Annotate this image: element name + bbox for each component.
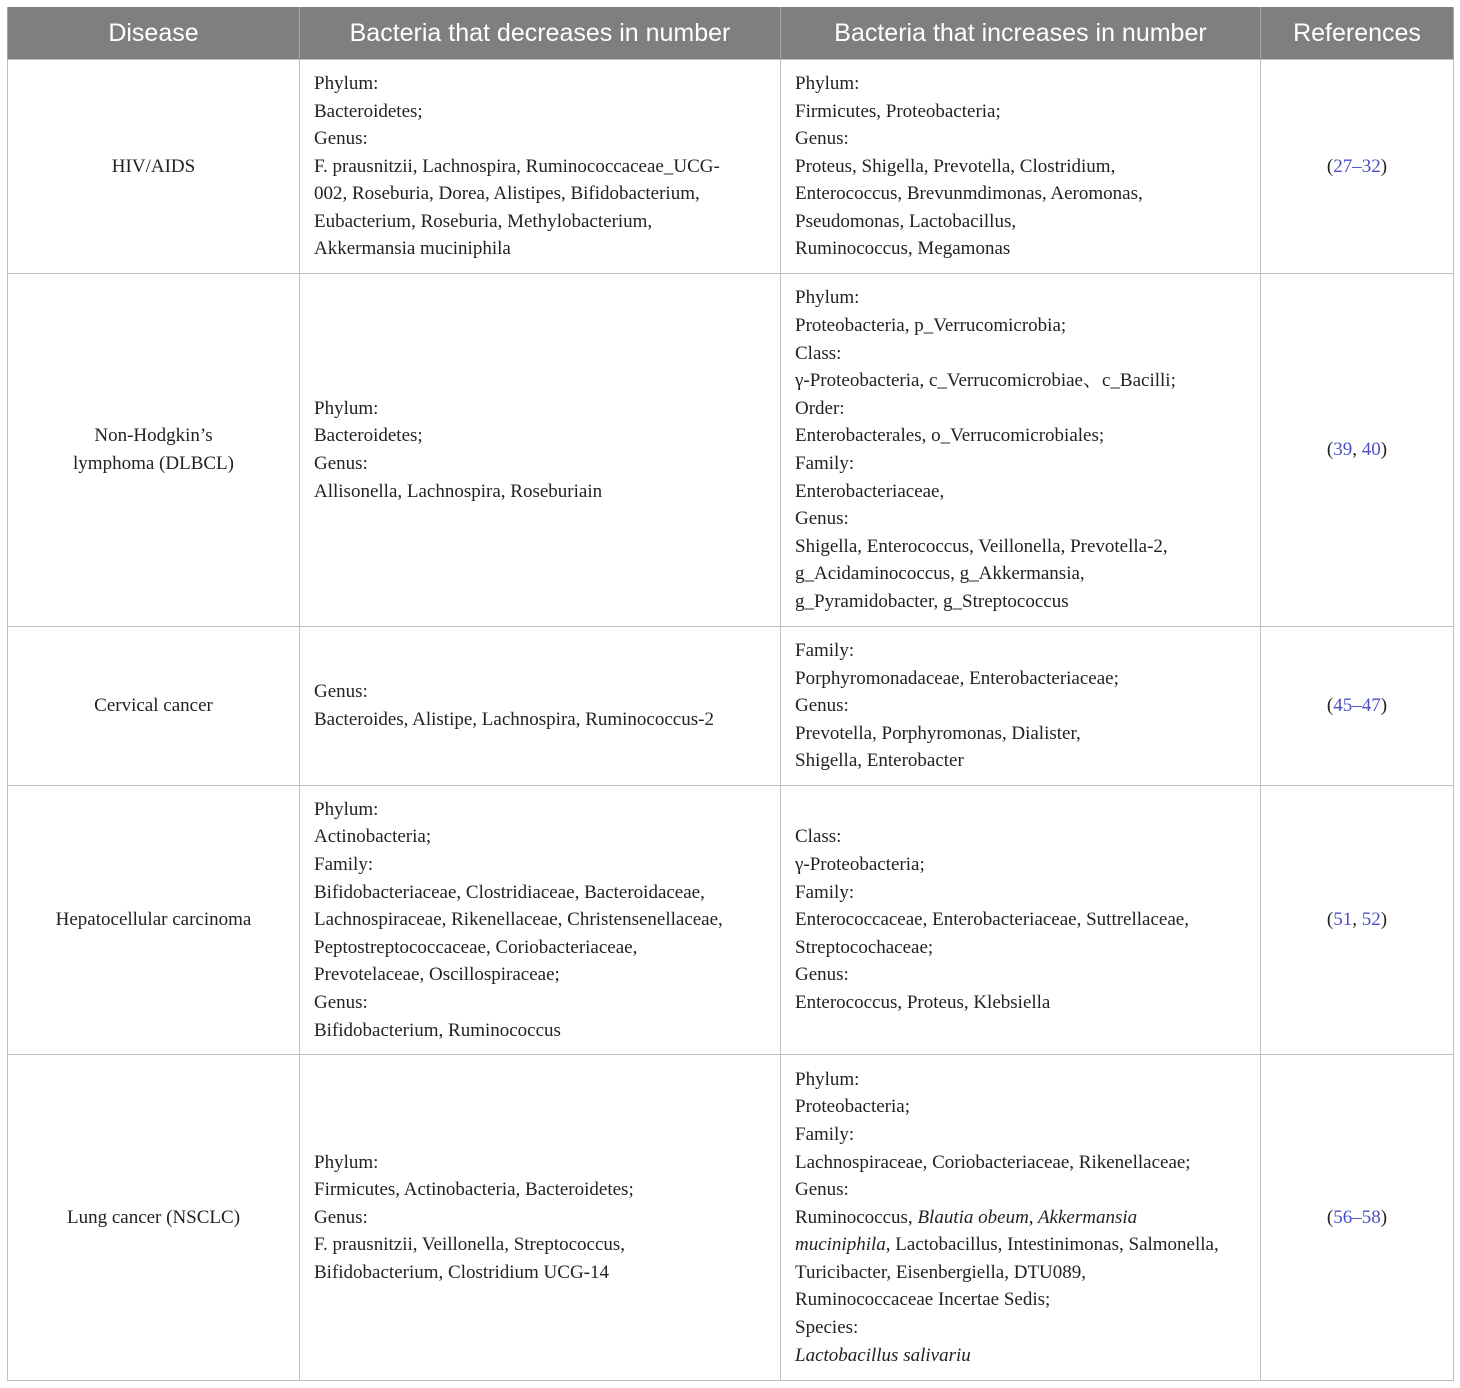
taxon-text: Akkermansia muciniphila [314,238,511,260]
taxon-italic: muciniphila [795,1234,886,1256]
taxon-text: g_Acidaminococcus, g_Akkermansia, [795,563,1085,585]
bacteria-line [314,1176,766,1204]
taxon-text: Streptocochaceae; [795,936,934,958]
increases-cell [781,274,1261,627]
bacteria-line [314,823,766,851]
table-row [8,60,1454,274]
disease-cell [8,1055,300,1381]
bacteria-line [795,395,1246,423]
taxon-italic: Lactobacillus salivariu [795,1344,971,1366]
bacteria-line [795,906,1246,934]
taxon-text: Genus: [795,508,849,530]
disease-name-line: Lung cancer (NSCLC) [66,1206,241,1228]
taxon-text: Genus: [314,991,368,1013]
taxon-text: Enterococcus, Proteus, Klebsiella [795,991,1051,1013]
table-row [8,627,1454,786]
bacteria-line [795,961,1246,989]
taxon-text: Family: [314,854,374,876]
reference-link[interactable]: 51 [1333,909,1353,931]
bacteria-line [795,1093,1246,1121]
taxon-text: Lachnospiraceae, Rikenellaceae, Christensenellaceae, [314,909,723,931]
bacteria-line [314,478,766,506]
bacteria-line [795,1286,1246,1314]
references-cell: (27–32) [1261,60,1454,274]
disease-cell [8,786,300,1055]
bacteria-line [314,1149,766,1177]
references-cell: (45–47) [1261,627,1454,786]
taxon-text: Order: [795,397,845,419]
reference-link[interactable]: 45–47 [1333,695,1381,717]
references-cell: (51, 52) [1261,786,1454,1055]
bacteria-line [314,98,766,126]
taxon-text: Porphyromonadaceae, Enterobacteriaceae; [795,667,1119,689]
increases-cell [781,786,1261,1055]
reference-separator: , [1352,439,1362,461]
reference-link[interactable]: 27–32 [1333,155,1381,177]
taxon-text: F. prausnitzii, Lachnospira, Ruminococcaceae_UCG- [314,155,720,177]
bacteria-line [795,665,1246,693]
bacteria-line [795,1204,1246,1232]
bacteria-line [314,422,766,450]
taxon-text: Proteobacteria, p_Verrucomicrobia; [795,315,1067,337]
bacteria-line [795,450,1246,478]
taxon-text: Species: [795,1317,859,1339]
taxon-text: Phylum: [795,72,860,94]
header-decreases: Bacteria that decreases in number [300,7,781,60]
taxon-text: Enterococcus, Brevunmdimonas, Aeromonas, [795,183,1143,205]
disease-name-line: Non-Hodgkin’s [94,425,213,447]
disease-cell [8,627,300,786]
taxon-text: Phylum: [314,798,379,820]
reference-link[interactable]: 40 [1361,439,1381,461]
bacteria-line [314,153,766,181]
bacteria-line [314,851,766,879]
reference-link[interactable]: 56–58 [1333,1206,1381,1228]
reference-link[interactable]: 52 [1361,909,1381,931]
taxon-text: 002, Roseburia, Dorea, Alistipes, Bifidobacterium, [314,183,700,205]
taxon-text: Prevotelaceae, Oscillospiraceae; [314,964,560,986]
table-row [8,274,1454,627]
bacteria-line [795,1259,1246,1287]
bacteria-line [795,851,1246,879]
bacteria-line [795,823,1246,851]
taxon-text: Bacteroidetes; [314,425,423,447]
disease-cell [8,274,300,627]
taxon-text: Family: [795,1123,855,1145]
bacteria-line [795,1066,1246,1094]
reference-separator: , [1352,909,1362,931]
taxon-text: , Lactobacillus, Intestinimonas, Salmonella, [885,1234,1219,1256]
taxon-text: Family: [795,453,855,474]
decreases-cell [300,627,781,786]
taxon-text: Firmicutes, Proteobacteria; [795,100,1001,122]
taxon-text: Family: [795,640,855,662]
bacteria-line [795,1342,1246,1370]
taxon-text: Ruminococcus, Megamonas [795,238,1011,260]
bacteria-line [795,1231,1246,1259]
bacteria-line [314,125,766,153]
taxon-text: Genus: [314,453,368,474]
taxon-text: Shigella, Enterobacter [795,750,964,772]
bacteria-line [795,747,1246,775]
bacteria-line [314,235,766,263]
bacteria-line [795,180,1246,208]
taxon-italic: Blautia obeum, Akkermansia [917,1206,1138,1228]
taxon-text: Class: [795,342,842,364]
references-cell: (56–58) [1261,1055,1454,1381]
decreases-cell [300,274,781,627]
header-row [8,7,1454,60]
taxon-text: Genus: [314,1206,368,1228]
bacteria-line [795,637,1246,665]
taxon-text: Family: [795,881,855,903]
taxon-text: Proteus, Shigella, Prevotella, Clostridium, [795,155,1116,177]
taxon-text: Ruminococcus, [795,1206,918,1228]
taxon-text: Genus: [795,1179,849,1201]
bacteria-line [795,934,1246,962]
bacteria-table [7,7,1454,1381]
decreases-cell [300,786,781,1055]
bacteria-line [314,70,766,98]
bacteria-line [314,208,766,236]
taxon-text: Bacteroidetes; [314,100,423,122]
taxon-text: Genus: [795,695,849,717]
bacteria-line [795,533,1246,561]
bacteria-line [795,153,1246,181]
bacteria-line [795,208,1246,236]
taxon-text: γ-Proteobacteria; [795,854,925,876]
taxon-text: Bacteroides, Alistipe, Lachnospira, Ruminococcus-2 [314,709,714,730]
bacteria-line [795,989,1246,1017]
bacteria-line [795,588,1246,616]
disease-name-line: HIV/AIDS [111,155,196,177]
taxon-text: Allisonella, Lachnospira, Roseburiain [314,480,603,502]
taxon-text: Genus: [314,128,368,150]
bacteria-line [314,989,766,1017]
taxon-text: Enterobacterales, o_Verrucomicrobiales; [795,425,1105,447]
taxon-text: Lachnospiraceae, Coriobacteriaceae, Rikenellaceae; [795,1151,1191,1173]
taxon-text: Genus: [795,128,849,150]
taxon-text: Actinobacteria; [314,826,432,848]
bacteria-line [795,340,1246,368]
header-disease: Disease [8,7,300,60]
bacteria-line [795,422,1246,450]
taxon-text: Peptostreptococcaceae, Coriobacteriaceae, [314,936,638,958]
taxon-text: Enterococcaceae, Enterobacteriaceae, Suttrellaceae, [795,909,1189,931]
bacteria-line [314,796,766,824]
taxon-text: Genus: [314,681,368,703]
decreases-cell [300,60,781,274]
bacteria-line [795,1149,1246,1177]
bacteria-line [795,70,1246,98]
taxon-text: Phylum: [314,397,379,419]
taxon-text: Eubacterium, Roseburia, Methylobacterium, [314,210,653,232]
references-cell: (39, 40) [1261,274,1454,627]
bacteria-line [795,125,1246,153]
taxon-text: Firmicutes, Actinobacteria, Bacteroidetes; [314,1179,634,1201]
bacteria-line [795,1121,1246,1149]
bacteria-line [314,706,766,734]
bacteria-line [314,450,766,478]
taxon-text: g_Pyramidobacter, g_Streptococcus [795,590,1069,612]
taxon-text: γ-Proteobacteria, c_Verrucomicrobiae、c_Bacilli; [795,370,1176,392]
taxon-text: Enterobacteriaceae, [795,480,945,502]
header-references: References [1261,7,1454,60]
bacteria-line [795,720,1246,748]
disease-name-line: lymphoma (DLBCL) [73,453,234,474]
bacteria-line [314,906,766,934]
bacteria-line [795,367,1246,395]
taxon-text: Turicibacter, Eisenbergiella, DTU089, [795,1261,1087,1283]
reference-link[interactable]: 39 [1333,439,1353,461]
taxon-text: Bifidobacteriaceae, Clostridiaceae, Bacteroidaceae, [314,881,705,903]
bacteria-line [795,505,1246,533]
bacteria-line [795,312,1246,340]
bacteria-line [795,1314,1246,1342]
disease-name-line: Hepatocellular carcinoma [55,909,252,931]
bacteria-line [314,934,766,962]
taxon-text: Phylum: [314,1151,379,1173]
bacteria-line [314,1231,766,1259]
bacteria-line [795,1176,1246,1204]
bacteria-line [795,879,1246,907]
taxon-text: Proteobacteria; [795,1096,911,1118]
bacteria-line [795,284,1246,312]
disease-cell [8,60,300,274]
taxon-text: F. prausnitzii, Veillonella, Streptococcus, [314,1234,626,1256]
bacteria-line [314,180,766,208]
increases-cell [781,627,1261,786]
increases-cell [781,60,1261,274]
taxon-text: Prevotella, Porphyromonas, Dialister, [795,722,1081,744]
decreases-cell [300,1055,781,1381]
taxon-text: Bifidobacterium, Clostridium UCG-14 [314,1261,610,1283]
bacteria-line [795,560,1246,588]
taxon-text: Ruminococcaceae Incertae Sedis; [795,1289,1051,1311]
bacteria-line [795,235,1246,263]
bacteria-line [314,678,766,706]
increases-cell [781,1055,1261,1381]
taxon-text: Phylum: [314,72,379,94]
taxon-text: Shigella, Enterococcus, Veillonella, Prevotella-2, [795,535,1168,557]
header-increases: Bacteria that increases in number [781,7,1261,60]
bacteria-line [314,1259,766,1287]
taxon-text: Phylum: [795,1068,860,1090]
bacteria-line [314,1204,766,1232]
taxon-text: Class: [795,826,842,848]
bacteria-line [795,692,1246,720]
bacteria-line [314,961,766,989]
bacteria-line [795,98,1246,126]
bacteria-line [314,879,766,907]
bacteria-line [314,395,766,423]
taxon-text: Pseudomonas, Lactobacillus, [795,210,1017,232]
bacteria-line [314,1017,766,1045]
table-row [8,1055,1454,1381]
taxon-text: Phylum: [795,287,860,309]
disease-name-line: Cervical cancer [94,695,213,717]
taxon-text: Bifidobacterium, Ruminococcus [314,1019,561,1041]
bacteria-line [795,478,1246,506]
taxon-text: Genus: [795,964,849,986]
table-row [8,786,1454,1055]
